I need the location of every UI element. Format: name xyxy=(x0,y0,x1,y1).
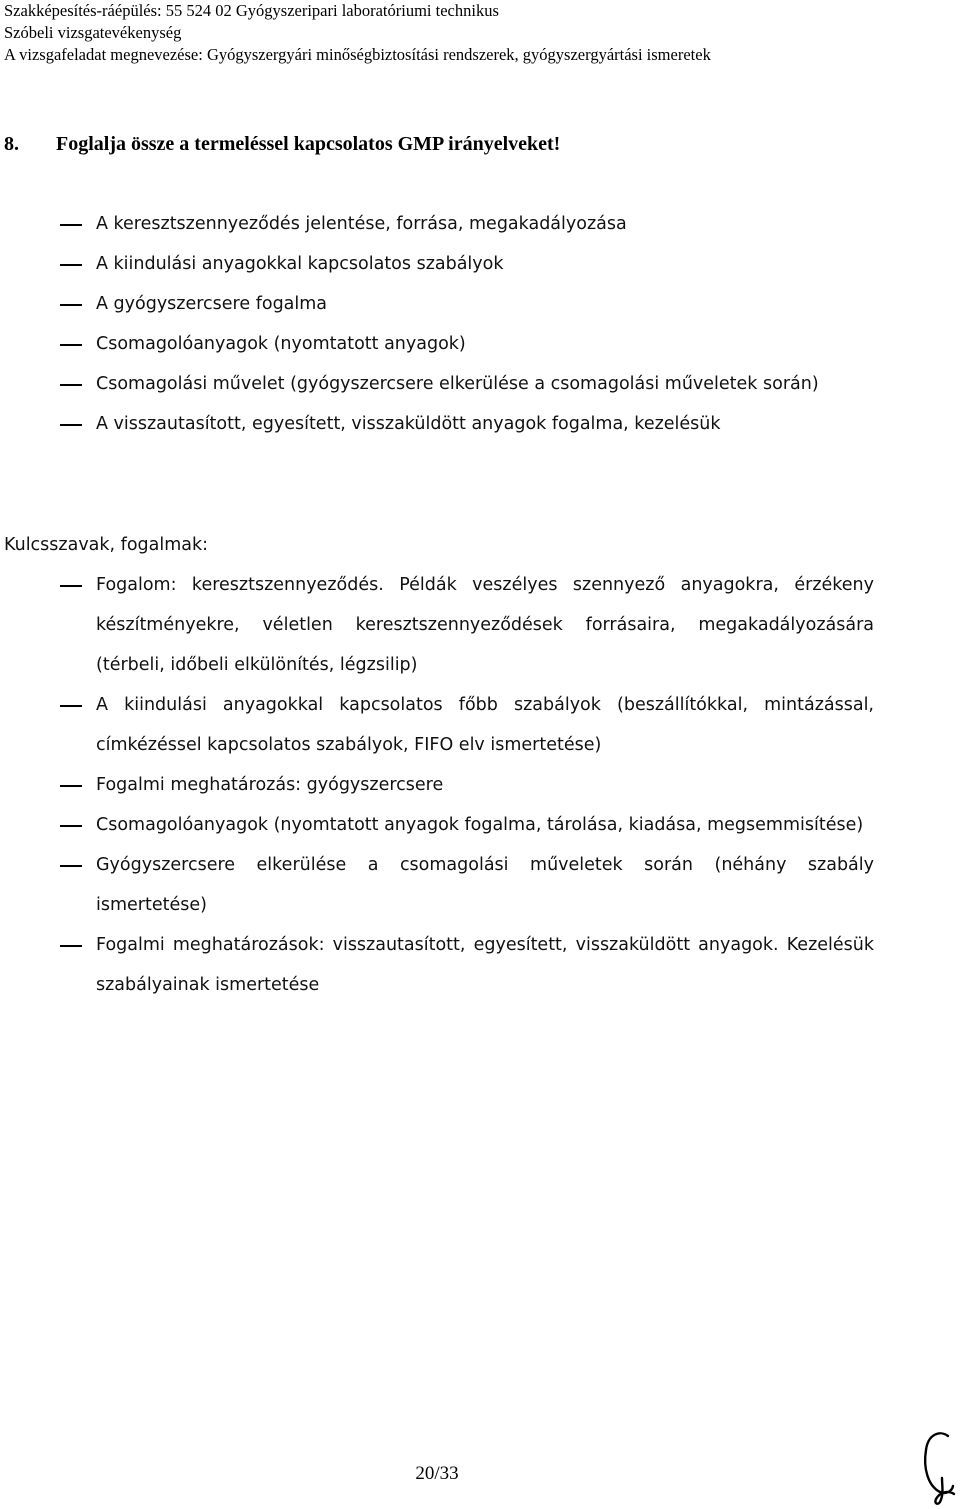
header-qualification: Szakképesítés-ráépülés: 55 524 02 Gyógyszeripari laboratóriumi technikus xyxy=(4,1,499,20)
dash-bullet-icon xyxy=(60,585,82,587)
list-item: A visszautasított, egyesített, visszaküldött anyagok fogalma, kezelésük xyxy=(0,404,960,444)
list-item: Fogalmi meghatározások: visszautasított, egyesített, visszaküldött anyagok. Kezelésük szabályainak ismertetése xyxy=(0,925,874,1005)
list-item: Csomagolási művelet (gyógyszercsere elkerülése a csomagolási műveletek során) xyxy=(0,364,960,404)
list-item: Fogalom: keresztszennyeződés. Példák veszélyes szennyező anyagokra, érzékeny készítményekre, véletlen keresztszennyeződések forrásaira, megakadályozására (térbeli, időbeli elkülönítés, légzsilip) xyxy=(0,565,874,685)
dash-bullet-icon xyxy=(60,384,82,386)
keywords-title: Kulcsszavak, fogalmak: xyxy=(4,535,209,555)
dash-bullet-icon xyxy=(60,264,82,266)
question-text: Foglalja össze a termeléssel kapcsolatos GMP irányelveket! xyxy=(56,133,561,155)
page-number: 20/33 xyxy=(415,1463,459,1484)
dash-bullet-icon xyxy=(60,945,82,947)
list-item: Csomagolóanyagok (nyomtatott anyagok fogalma, tárolása, kiadása, megsemmisítése) xyxy=(0,805,874,845)
dash-bullet-icon xyxy=(60,304,82,306)
dash-bullet-icon xyxy=(60,825,82,827)
list-item: Fogalmi meghatározás: gyógyszercsere xyxy=(0,765,874,805)
dash-bullet-icon xyxy=(60,424,82,426)
list-item: Gyógyszercsere elkerülése a csomagolási műveletek során (néhány szabály ismertetése) xyxy=(0,845,874,925)
keyword-list xyxy=(0,565,874,1005)
dash-bullet-icon xyxy=(60,344,82,346)
dash-bullet-icon xyxy=(60,705,82,707)
list-item: A gyógyszercsere fogalma xyxy=(0,284,960,324)
list-item: A kiindulási anyagokkal kapcsolatos szabályok xyxy=(0,244,960,284)
dash-bullet-icon xyxy=(60,785,82,787)
list-item: A keresztszennyeződés jelentése, forrása, megakadályozása xyxy=(0,204,960,244)
dash-bullet-icon xyxy=(60,224,82,226)
topic-list xyxy=(0,204,960,444)
question-number: 8. xyxy=(4,133,19,155)
question-heading xyxy=(4,131,560,157)
dash-bullet-icon xyxy=(60,865,82,867)
signature-icon xyxy=(918,1428,958,1506)
header-exam-type: Szóbeli vizsgatevékenység xyxy=(4,23,182,42)
list-item: A kiindulási anyagokkal kapcsolatos főbb szabályok (beszállítókkal, mintázással, címkézéssel kapcsolatos szabályok, FIFO elv ismertetése) xyxy=(0,685,874,765)
header-task-name: A vizsgafeladat megnevezése: Gyógyszergyári minőségbiztosítási rendszerek, gyógyszergyártási ismeretek xyxy=(4,45,711,64)
document-header xyxy=(4,0,954,66)
list-item: Csomagolóanyagok (nyomtatott anyagok) xyxy=(0,324,960,364)
